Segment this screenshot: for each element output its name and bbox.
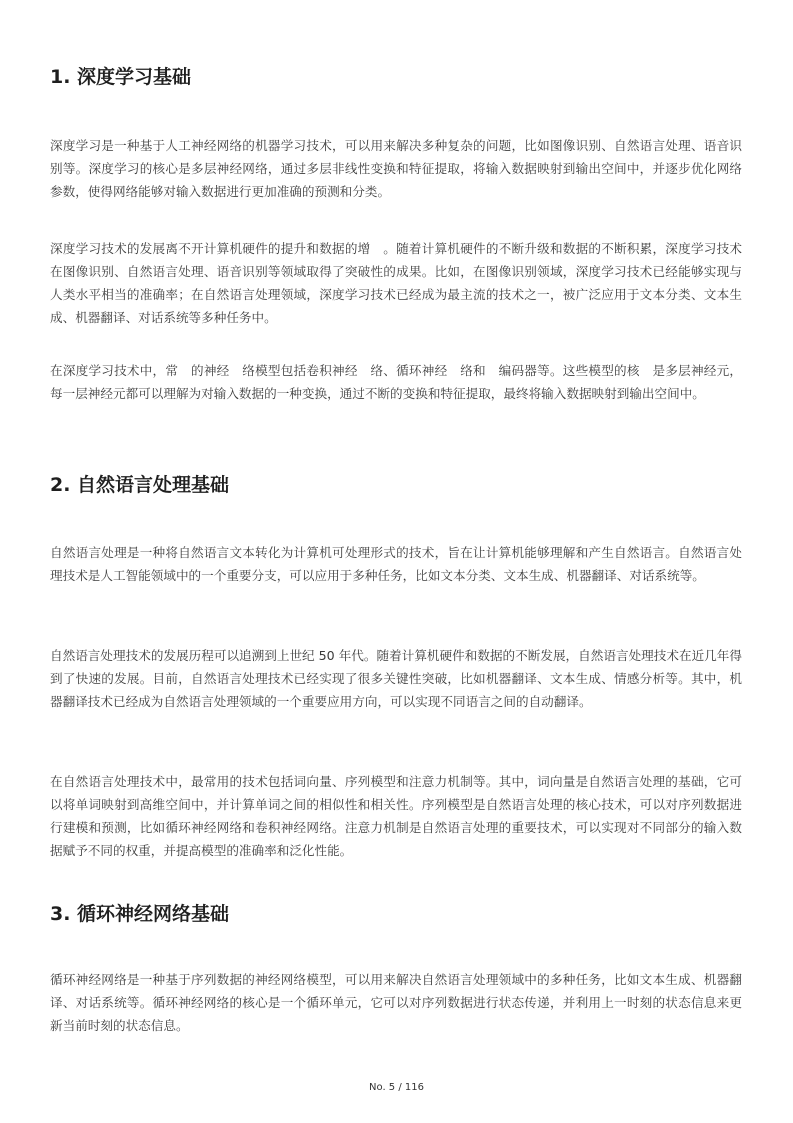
paragraph: 在自然语言处理技术中，最常用的技术包括词向量、序列模型和注意力机制等。其中，词向量是自然语言处理的基础，它可以将单词映射到高维空间中，并计算单词之间的相似性和相关性。序列模型是自然语言处理的核心技术，可以对序列数据进行建模和预测，比如循环神经网络和卷积神经网络。注意力机制是自然语言处理的重要技术，可以实现对不同部分的输入数据赋予不同的权重，并提高模型的准确率和泛化性能。 bbox=[50, 774, 742, 858]
section-heading-1: 1. 深度学习基础 bbox=[50, 66, 192, 88]
paragraph: 自然语言处理技术的发展历程可以追溯到上世纪 50 年代。随着计算机硬件和数据的不断发展，自然语言处理技术在近几年得到了快速的发展。目前，自然语言处理技术已经实现了很多关键性突破，比如机器翻译、文本生成、情感分析等。其中，机器翻译技术已经成为自然语言处理领域的一个重要应用方向，可以实现不同语言之间的自动翻译。 bbox=[50, 648, 742, 709]
paragraph: 循环神经网络是一种基于序列数据的神经网络模型，可以用来解决自然语言处理领域中的多种任务，比如文本生成、机器翻译、对话系统等。循环神经网络的核心是一个循环单元，它可以对序列数据进行状态传递，并利用上一时刻的状态信息来更新当前时刻的状态信息。 bbox=[50, 972, 742, 1033]
paragraph: 深度学习是一种基于人工神经网络的机器学习技术，可以用来解决多种复杂的问题，比如图像识别、自然语言处理、语音识别等。深度学习的核心是多层神经网络，通过多层非线性变换和特征提取，将输入数据映射到输出空间中，并逐步优化网络参数，使得网络能够对输入数据进行更加准确的预测和分类。 bbox=[50, 138, 742, 199]
page-number: No. 5 / 116 bbox=[369, 1082, 424, 1093]
paragraph: 自然语言处理是一种将自然语言文本转化为计算机可处理形式的技术，旨在让计算机能够理解和产生自然语言。自然语言处理技术是人工智能领域中的一个重要分支，可以应用于多种任务，比如文本分类、文本生成、机器翻译、对话系统等。 bbox=[50, 545, 742, 583]
section-heading-3: 3. 循环神经网络基础 bbox=[50, 903, 230, 925]
paragraph: 在深度学习技术中，常 的神经 络模型包括卷积神经 络、循环神经 络和 编码器等。这些模型的核 是多层神经元，每一层神经元都可以理解为对输入数据的一种变换，通过不断的变换和特征提取，最终将输入数据映射到输出空间中。 bbox=[50, 363, 742, 401]
paragraph: 深度学习技术的发展离不开计算机硬件的提升和数据的增 。随着计算机硬件的不断升级和数据的不断积累，深度学习技术在图像识别、自然语言处理、语音识别等领域取得了突破性的成果。比如，在图像识别领域，深度学习技术已经能够实现与人类水平相当的准确率；在自然语言处理领域，深度学习技术已经成为最主流的技术之一，被广泛应用于文本分类、文本生成、机器翻译、对话系统等多种任务中。 bbox=[50, 241, 742, 325]
section-heading-2: 2. 自然语言处理基础 bbox=[50, 474, 230, 496]
